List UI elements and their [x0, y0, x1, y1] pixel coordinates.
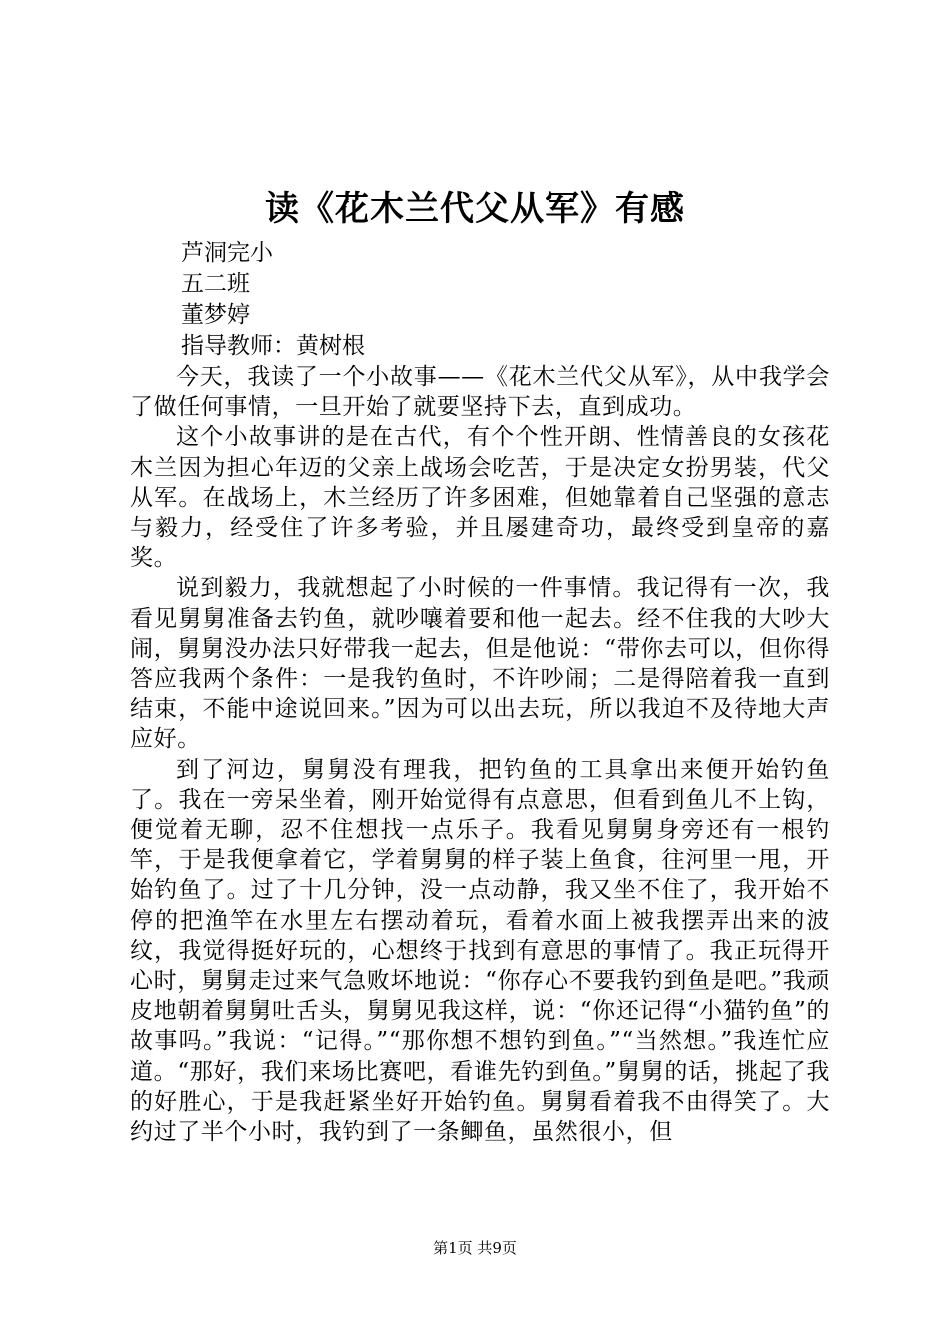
document-body: [130, 362, 830, 1147]
class-name: 五二班: [181, 271, 250, 297]
document-title: 读《花木兰代父从军》有感: [265, 189, 685, 229]
paragraph-2: 这个小故事讲的是在古代，有个个性开朗、性情善良的女孩花木兰因为担心年迈的父亲上战场会吃苦，于是决定女扮男装，代父从军。在战场上，木兰经历了许多困难，但她靠着自己坚强的意志与毅力，经受住了许多考验，并且屡建奇功，最终受到皇帝的嘉奖。: [130, 424, 830, 572]
instructor: 指导教师：黄树根: [181, 333, 365, 359]
page-footer: 第1页 共9页: [433, 1239, 517, 1257]
school-name: 芦洞完小: [181, 240, 273, 266]
author-name: 董梦婷: [181, 302, 250, 328]
paragraph-3: 说到毅力，我就想起了小时候的一件事情。我记得有一次，我看见舅舅准备去钓鱼，就吵嚷着要和他一起去。经不住我的大吵大闹，舅舅没办法只好带我一起去，但是他说：“带你去可以，但你得答应我两个条件：一是我钓鱼时，不许吵闹；二是得陪着我一直到结束，不能中途说回来。”因为可以出去玩，所以我迫不及待地大声应好。: [130, 575, 830, 753]
author-info: [181, 238, 365, 362]
paragraph-4: 到了河边，舅舅没有理我，把钓鱼的工具拿出来便开始钓鱼了。我在一旁呆坐着，刚开始觉得有点意思，但看到鱼儿不上钩，便觉着无聊，忍不住想找一点乐子。我看见舅舅身旁还有一根钓竿，于是我便拿着它，学着舅舅的样子装上鱼食，往河里一甩，开始钓鱼了。过了十几分钟，没一点动静，我又坐不住了，我开始不停的把渔竿在水里左右摆动着玩，看着水面上被我摆弄出来的波纹，我觉得挺好玩的，心想终于找到有意思的事情了。我正玩得开心时，舅舅走过来气急败坏地说：“你存心不要我钓到鱼是吧。”我顽皮地朝着舅舅吐舌头，舅舅见我这样，说：“你还记得“小猫钓鱼”的故事吗。”我说：“记得。”“那你想不想钓到鱼。”“当然想。”我连忙应道。“那好，我们来场比赛吧，看谁先钓到鱼。”舅舅的话，挑起了我的好胜心，于是我赶紧坐好开始钓鱼。舅舅看着我不由得笑了。大约过了半个小时，我钓到了一条鲫鱼，虽然很小，但: [130, 756, 830, 1146]
paragraph-1: 今天，我读了一个小故事——《花木兰代父从军》，从中我学会了做任何事情，一旦开始了就要坚持下去，直到成功。: [130, 364, 830, 421]
